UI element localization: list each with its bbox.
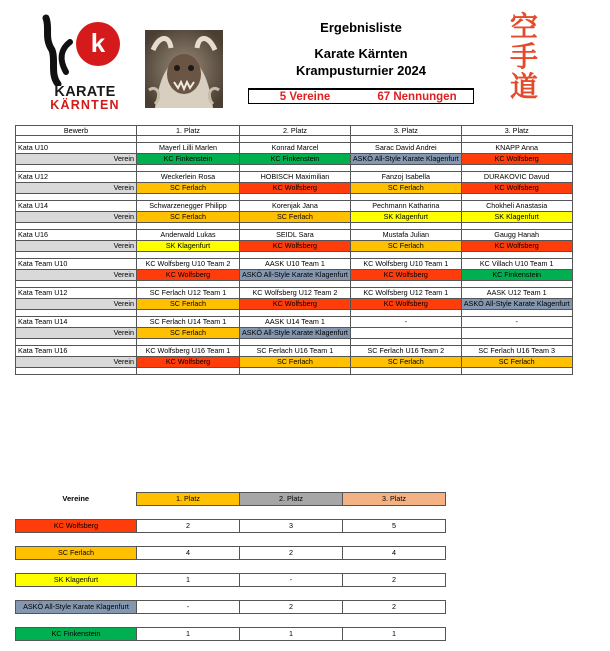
athlete-cell: SC Ferlach U16 Team 2: [350, 346, 461, 357]
club-cell: SK Klagenfurt: [350, 212, 461, 223]
club-cell: KC Wolfsberg: [461, 154, 572, 165]
category-name: Kata U12: [16, 172, 137, 183]
club-cell: KC Wolfsberg: [350, 270, 461, 281]
athlete-cell: Sarac David Andrei: [350, 143, 461, 154]
logo-line2: KÄRNTEN: [50, 98, 120, 112]
medal-row: [16, 628, 446, 641]
club-cell: SC Ferlach: [137, 212, 240, 223]
athlete-row: [16, 201, 573, 212]
verein-label: Verein: [16, 154, 137, 165]
athlete-cell: Mayerl Lilli Marlen: [137, 143, 240, 154]
medal-count-p3: 1: [343, 628, 446, 641]
medal-count-p3: 5: [343, 520, 446, 533]
page-title: Ergebnisliste: [320, 20, 402, 35]
athlete-cell: KC Wolfsberg U10 Team 1: [350, 259, 461, 270]
medal-count-p1: 1: [137, 628, 240, 641]
logo-letter: k: [90, 28, 106, 58]
medal-header-3: 3. Platz: [343, 493, 446, 506]
verein-label: Verein: [16, 357, 137, 368]
club-cell: SC Ferlach: [461, 357, 572, 368]
medal-count-p1: 2: [137, 520, 240, 533]
header-bewerb: Bewerb: [16, 126, 137, 136]
club-cell: ASKÖ All-Style Karate Klagenfurt: [240, 328, 351, 339]
club-cell: SC Ferlach: [137, 328, 240, 339]
medal-row: [16, 520, 446, 533]
club-cell: KC Finkenstein: [137, 154, 240, 165]
category-name: Kata Team U12: [16, 288, 137, 299]
club-cell: ASKÖ All-Style Karate Klagenfurt: [240, 270, 351, 281]
club-cell: KC Finkenstein: [461, 270, 572, 281]
athlete-cell: SC Ferlach U12 Team 1: [137, 288, 240, 299]
athlete-cell: AASK U12 Team 1: [461, 288, 572, 299]
karate-do-kanji: [500, 12, 548, 102]
category-name: Kata U10: [16, 143, 137, 154]
medal-club-name: KC Wolfsberg: [16, 520, 137, 533]
medal-count-p2: 2: [240, 601, 343, 614]
club-cell: SC Ferlach: [137, 299, 240, 310]
club-row: [16, 154, 573, 165]
verein-label: Verein: [16, 299, 137, 310]
club-cell: SC Ferlach: [350, 357, 461, 368]
athlete-cell: Fanzoj Isabella: [350, 172, 461, 183]
athlete-cell: -: [350, 317, 461, 328]
club-cell: KC Wolfsberg: [461, 241, 572, 252]
athlete-cell: Korenjak Jana: [240, 201, 351, 212]
medal-count-p1: -: [137, 601, 240, 614]
medal-row: [16, 601, 446, 614]
club-cell: SC Ferlach: [350, 241, 461, 252]
club-row: [16, 299, 573, 310]
header-place-3a: 3. Platz: [350, 126, 461, 136]
category-name: Kata Team U16: [16, 346, 137, 357]
logo-line1: KARATE: [54, 84, 116, 100]
medal-header-row: [16, 493, 446, 506]
club-row: [16, 183, 573, 194]
medal-count-p3: 2: [343, 574, 446, 587]
club-cell: SC Ferlach: [240, 212, 351, 223]
athlete-cell: SC Ferlach U14 Team 1: [137, 317, 240, 328]
athlete-cell: Gaugg Hanah: [461, 230, 572, 241]
verein-label: Verein: [16, 212, 137, 223]
kanji-kara: 空: [509, 10, 538, 43]
club-cell: [350, 328, 461, 339]
header-place-2: 2. Platz: [240, 126, 351, 136]
club-cell: KC Wolfsberg: [137, 270, 240, 281]
athlete-cell: Weckerlein Rosa: [137, 172, 240, 183]
karate-kaernten-logo: [30, 10, 140, 120]
club-cell: SK Klagenfurt: [461, 212, 572, 223]
athlete-cell: Konrad Marcel: [240, 143, 351, 154]
medal-count-p2: 3: [240, 520, 343, 533]
club-cell: SK Klagenfurt: [137, 241, 240, 252]
club-cell: SC Ferlach: [240, 357, 351, 368]
athlete-cell: KC Wolfsberg U10 Team 2: [137, 259, 240, 270]
athlete-cell: KC Wolfsberg U16 Team 1: [137, 346, 240, 357]
verein-label: Verein: [16, 183, 137, 194]
medal-table: [15, 492, 446, 641]
club-row: [16, 212, 573, 223]
club-cell: SC Ferlach: [350, 183, 461, 194]
vereine-count: 5 Vereine: [279, 90, 331, 103]
athlete-cell: KC Wolfsberg U12 Team 1: [350, 288, 461, 299]
verein-label: Verein: [16, 270, 137, 281]
club-cell: [461, 328, 572, 339]
logo-k-icon: [40, 14, 130, 86]
summary-box: [248, 88, 474, 104]
club-cell: ASKÖ All-Style Karate Klagenfurt: [350, 154, 461, 165]
athlete-cell: Schwarzenegger Philipp: [137, 201, 240, 212]
kanji-do: 道: [509, 70, 538, 103]
athlete-cell: KNAPP Anna: [461, 143, 572, 154]
organizer-title: Karate Kärnten: [314, 46, 408, 61]
athlete-cell: Chokheli Anastasia: [461, 201, 572, 212]
kanji-te: 手: [509, 40, 538, 73]
results-table: [15, 125, 573, 375]
medal-count-p3: 2: [343, 601, 446, 614]
athlete-row: [16, 346, 573, 357]
medal-count-p2: 2: [240, 547, 343, 560]
club-cell: KC Wolfsberg: [137, 357, 240, 368]
medal-club-name: KC Finkenstein: [16, 628, 137, 641]
athlete-cell: AASK U14 Team 1: [240, 317, 351, 328]
club-row: [16, 270, 573, 281]
medal-header-1: 1. Platz: [137, 493, 240, 506]
athlete-row: [16, 143, 573, 154]
club-row: [16, 328, 573, 339]
club-cell: KC Wolfsberg: [240, 299, 351, 310]
medal-club-name: SK Klagenfurt: [16, 574, 137, 587]
athlete-cell: AASK U10 Team 1: [240, 259, 351, 270]
nennungen-count: 67 Nennungen: [377, 90, 457, 103]
medal-club-name: SC Ferlach: [16, 547, 137, 560]
athlete-cell: HOBISCH Maximilian: [240, 172, 351, 183]
athlete-cell: SC Ferlach U16 Team 3: [461, 346, 572, 357]
athlete-row: [16, 230, 573, 241]
club-row: [16, 357, 573, 368]
header-place-1: 1. Platz: [137, 126, 240, 136]
category-name: Kata U14: [16, 201, 137, 212]
medal-count-p1: 1: [137, 574, 240, 587]
results-header-row: [16, 126, 573, 136]
medal-count-p2: -: [240, 574, 343, 587]
athlete-row: [16, 172, 573, 183]
medal-count-p1: 4: [137, 547, 240, 560]
medal-count-p2: 1: [240, 628, 343, 641]
athlete-row: [16, 259, 573, 270]
medal-row: [16, 574, 446, 587]
event-title: Krampusturnier 2024: [295, 63, 427, 78]
club-cell: KC Wolfsberg: [350, 299, 461, 310]
club-cell: KC Wolfsberg: [240, 241, 351, 252]
athlete-cell: SC Ferlach U16 Team 1: [240, 346, 351, 357]
club-cell: KC Wolfsberg: [461, 183, 572, 194]
header-place-3b: 3. Platz: [461, 126, 572, 136]
athlete-cell: -: [461, 317, 572, 328]
athlete-cell: SEIDL Sara: [240, 230, 351, 241]
club-cell: KC Finkenstein: [240, 154, 351, 165]
athlete-cell: KC Villach U10 Team 1: [461, 259, 572, 270]
club-cell: ASKÖ All-Style Karate Klagenfurt: [461, 299, 572, 310]
club-cell: KC Wolfsberg: [240, 183, 351, 194]
club-row: [16, 241, 573, 252]
athlete-cell: Anderwald Lukas: [137, 230, 240, 241]
club-cell: SC Ferlach: [137, 183, 240, 194]
krampus-photo: [145, 30, 223, 108]
medal-club-name: ASKÖ All-Style Karate Klagenfurt: [16, 601, 137, 614]
verein-label: Verein: [16, 241, 137, 252]
verein-label: Verein: [16, 328, 137, 339]
athlete-cell: Mustafa Julian: [350, 230, 461, 241]
athlete-cell: DURAKOVIC Davud: [461, 172, 572, 183]
medal-row: [16, 547, 446, 560]
category-name: Kata Team U10: [16, 259, 137, 270]
category-name: Kata Team U14: [16, 317, 137, 328]
medal-vereine-label: Vereine: [62, 494, 90, 503]
medal-count-p3: 4: [343, 547, 446, 560]
athlete-row: [16, 288, 573, 299]
athlete-cell: KC Wolfsberg U12 Team 2: [240, 288, 351, 299]
athlete-cell: Pechmann Katharina: [350, 201, 461, 212]
medal-header-2: 2. Platz: [240, 493, 343, 506]
category-name: Kata U16: [16, 230, 137, 241]
title-block: [248, 14, 474, 78]
athlete-row: [16, 317, 573, 328]
